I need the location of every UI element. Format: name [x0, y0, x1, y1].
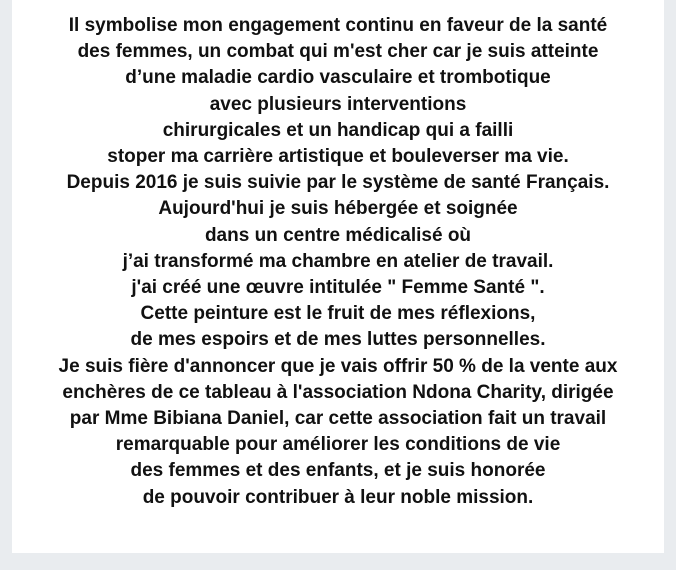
statement-line: des femmes et des enfants, et je suis honorée: [130, 460, 546, 482]
statement-line: stoper ma carrière artistique et bouleverser ma vie.: [107, 146, 569, 168]
statement-line: avec plusieurs interventions: [209, 93, 467, 115]
statement-line: enchères de ce tableau à l'association Ndona Charity, dirigée: [62, 381, 614, 403]
statement-line: chirurgicales et un handicap qui a failli: [162, 119, 514, 141]
statement-line: Cette peinture est le fruit de mes réflexions,: [140, 303, 536, 325]
statement-line: remarquable pour améliorer les conditions de vie: [115, 434, 561, 456]
statement-line: j’ai transformé ma chambre en atelier de travail.: [122, 250, 554, 272]
statement-paragraph: [12, 13, 664, 511]
statement-line: Il symbolise mon engagement continu en faveur de la santé: [68, 15, 608, 36]
statement-line: d’une maladie cardio vasculaire et trombotique: [125, 67, 551, 89]
text-card: [12, 0, 664, 553]
statement-line: Je suis fière d'annoncer que je vais offrir 50 % de la vente aux: [58, 355, 618, 377]
statement-line: dans un centre médicalisé où: [204, 224, 472, 246]
statement-line: Aujourd'hui je suis hébergée et soignée: [158, 198, 518, 220]
statement-line: Depuis 2016 je suis suivie par le système de santé Français.: [66, 172, 610, 194]
statement-line: par Mme Bibiana Daniel, car cette association fait un travail: [69, 408, 607, 430]
statement-line: des femmes, un combat qui m'est cher car je suis atteinte: [77, 41, 599, 63]
statement-line: de pouvoir contribuer à leur noble mission.: [142, 486, 534, 508]
statement-line: de mes espoirs et de mes luttes personnelles.: [130, 329, 546, 351]
statement-line: j'ai créé une œuvre intitulée " Femme Santé ".: [131, 277, 545, 299]
